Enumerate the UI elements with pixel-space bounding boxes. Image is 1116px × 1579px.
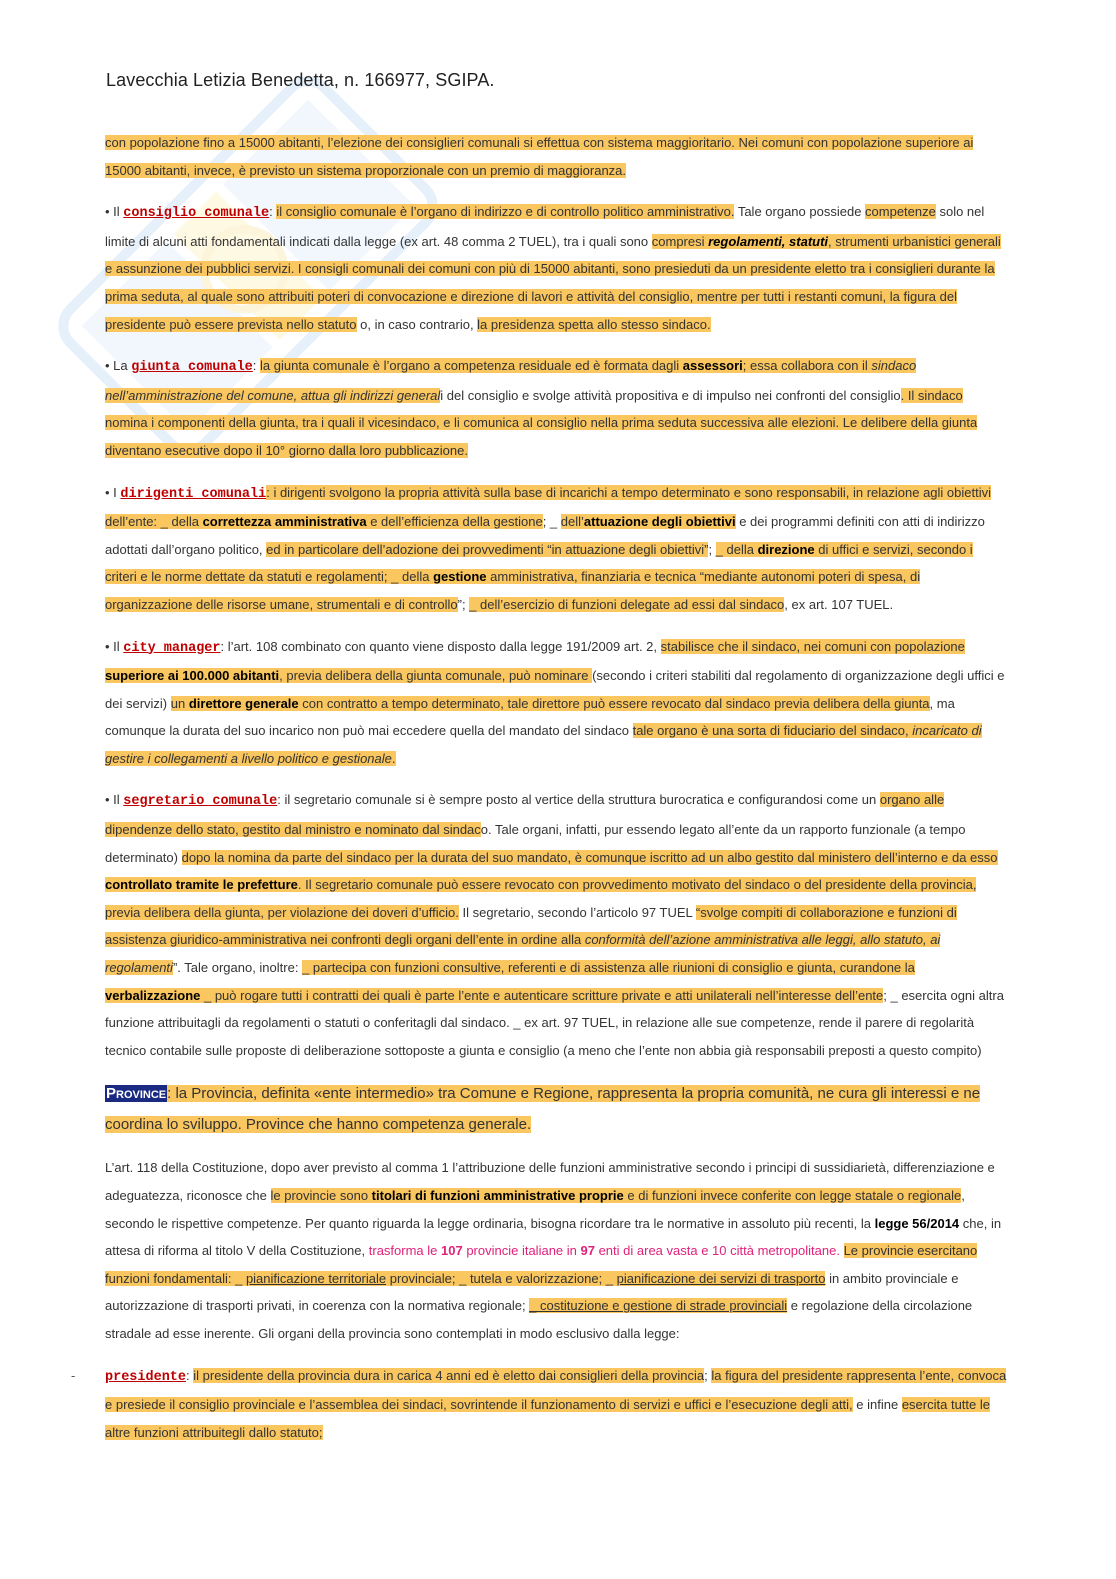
- province-heading: Province: [106, 1085, 167, 1103]
- presidente-list-item: - presidente: il presidente della provincia dura in carica 4 anni ed è eletto dai consiglieri della provincia; la figura del presidente rappresenta l’ente, convoca e presiede il consiglio provinciale e l’assemblea dei sindaci, sovrintende il funzionamento di servizi e uffici e l’esecuzione degli atti, e infine esercita tutte le altre funzioni attribuitegli dallo statuto;: [105, 1362, 1007, 1447]
- segretario-comunale-paragraph: • Il segretario comunale: il segretario comunale si è sempre posto al vertice della struttura burocratica e configurandosi come un organo alle dipendenze dello stato, gestito dal ministro e nominato dal sindaco. Tale organi, infatti, pur essendo legato all’ente da un rapporto funzionale (a tempo determinato) dopo la nomina da parte del sindaco per la durata del suo mandato, è comunque iscritto ad un albo gestito dal ministero dell’interno e da esso controllato tramite le prefetture. Il segretario comunale può essere revocato con provvedimento motivato del sindaco o del presidente della provincia, previa delibera della giunta, per violazione dei doveri d’ufficio. Il segretario, secondo l’articolo 97 TUEL “svolge compiti di collaborazione e funzioni di assistenza giuridico-amministrativa nei confronti degli organi dell’ente in ordine alla conformità dell’azione amministrativa alle leggi, allo statuto, ai regolamenti”. Tale organo, inoltre: _ partecipa con funzioni consultive, referenti e di assistenza alle riunioni di consiglio e giunta, curandone la verbalizzazione _ può rogare tutti i contratti dei quali è parte l’ente e autenticare scritture private e atti unilaterali nell’interesse dell’ente; _ esercita ogni altra funzione attribuitagli da regolamenti o statuti o conferitagli dal sindaco. _ ex art. 97 TUEL, in relazione alle sue competenze, rende il parere di regolarità tecnico contabile sulle proposte di deliberazione sottoposte a giunta e consiglio (a meno che l’ente non abbia già responsabili preposti a questo compito): [105, 792, 1004, 1058]
- term-segretario-comunale: segretario comunale: [123, 794, 278, 810]
- intro-paragraph: con popolazione fino a 15000 abitanti, l’elezione dei consiglieri comunali si effettua con sistema maggioritario. Nei comuni con popolazione superiore ai 15000 abitanti, invece, è previsto un sistema proporzionale con un premio di maggioranza.: [105, 135, 974, 178]
- term-city-manager: city manager: [123, 640, 221, 656]
- giunta-comunale-paragraph: • La giunta comunale: la giunta comunale è l’organo a competenza residuale ed è formata dagli assessori; essa collabora con il sindaco nell’amministrazione del comune, attua gli indirizzi generali del consiglio e svolge attività propositiva e di impulso nei confronti del consiglio. Il sindaco nomina i componenti della giunta, tra i quali il vicesindaco, e li comunica al consiglio nella prima seduta successiva alle elezioni. Le delibere della giunta diventano esecutive dopo il 10° giorno dalla loro pubblicazione.: [105, 358, 978, 458]
- term-dirigenti-comunali: dirigenti comunali: [120, 486, 267, 502]
- province-paragraph: Province: la Provincia, definita «ente intermedio» tra Comune e Regione, rappresenta la propria comunità, ne cura gli interessi e ne coordina lo sviluppo. Province che hanno competenza generale.: [105, 1085, 981, 1134]
- art118-paragraph: L’art. 118 della Costituzione, dopo aver previsto al comma 1 l’attribuzione delle funzioni amministrative secondo i principi di sussidiarietà, differenziazione e adeguatezza, riconosce che le provincie sono titolari di funzioni amministrative proprie e di funzioni invece conferite con legge statale o regionale, secondo le rispettive competenze. Per quanto riguarda la legge ordinaria, bisogna ricordare tra le normative in assoluto più recenti, la legge 56/2014 che, in attesa di riforma al titolo V della Costituzione, trasforma le 107 provincie italiane in 97 enti di area vasta e 10 città metropolitane. Le provincie esercitano funzioni fondamentali: _ pianificazione territoriale provinciale; _ tutela e valorizzazione; _ pianificazione dei servizi di trasporto in ambito provinciale e autorizzazione di trasporti privati, in coerenza con la normativa regionale; _ costituzione e gestione di strade provinciali e regolazione della circolazione stradale ad esse inerente. Gli organi della provincia sono contemplati in modo esclusivo dalla legge:: [105, 1160, 1002, 1341]
- dirigenti-comunali-paragraph: • I dirigenti comunali: i dirigenti svolgono la propria attività sulla base di incarichi a tempo determinato e sono responsabili, in relazione agli obiettivi dell’ente: _ della correttezza amministrativa e dell’efficienza della gestione; _ dell’attuazione degli obiettivi e dei programmi definiti con atti di indirizzo adottati dall’organo politico, ed in particolare dell’adozione dei provvedimenti “in attuazione degli obiettivi”; _ della direzione di uffici e servizi, secondo i criteri e le norme dettate da statuti e regolamenti; _ della gestione amministrativa, finanziaria e tecnica “mediante autonomi poteri di spesa, di organizzazione delle risorse umane, strumentali e di controllo”; _ dell’esercizio di funzioni delegate ad essi dal sindaco, ex art. 107 TUEL.: [105, 484, 992, 612]
- document-body: [71, 129, 1007, 1460]
- list-dash: -: [71, 1367, 76, 1383]
- city-manager-paragraph: • Il city manager: l’art. 108 combinato con quanto viene disposto dalla legge 191/2009 art. 2, stabilisce che il sindaco, nei comuni con popolazione superiore ai 100.000 abitanti, previa delibera della giunta comunale, può nominare (secondo i criteri stabiliti dal regolamento di organizzazione degli uffici e dei servizi) un direttore generale con contratto a tempo determinato, tale direttore può essere revocato dal sindaco previa delibera della giunta, ma comunque la durata del suo incarico non può mai eccedere quella del mandato del sindaco tale organo è una sorta di fiduciario del sindaco, incaricato di gestire i collegamenti a livello politico e gestionale.: [105, 638, 1005, 766]
- consiglio-comunale-paragraph: • Il consiglio comunale: il consiglio comunale è l’organo di indirizzo e di controllo politico amministrativo. Tale organo possiede competenze solo nel limite di alcuni atti fondamentali indicati dalla legge (ex art. 48 comma 2 TUEL), tra i quali sono compresi regolamenti, statuti, strumenti urbanistici generali e assunzione dei pubblici servizi. I consigli comunali dei comuni con più di 15000 abitanti, sono presieduti da un presidente eletto tra i consiglieri durante la prima seduta, al quale sono attribuiti poteri di convocazione e direzione di lavori e attività del consiglio, mentre per tutti i restanti comuni, la figura del presidente può essere prevista nello statuto o, in caso contrario, la presidenza spetta allo stesso sindaco.: [105, 204, 1001, 332]
- term-presidente: presidente: [105, 1369, 187, 1385]
- term-giunta-comunale: giunta comunale: [131, 360, 253, 376]
- document-header: Lavecchia Letizia Benedetta, n. 166977, SGIPA.: [106, 70, 495, 90]
- term-consiglio-comunale: consiglio comunale: [123, 206, 270, 222]
